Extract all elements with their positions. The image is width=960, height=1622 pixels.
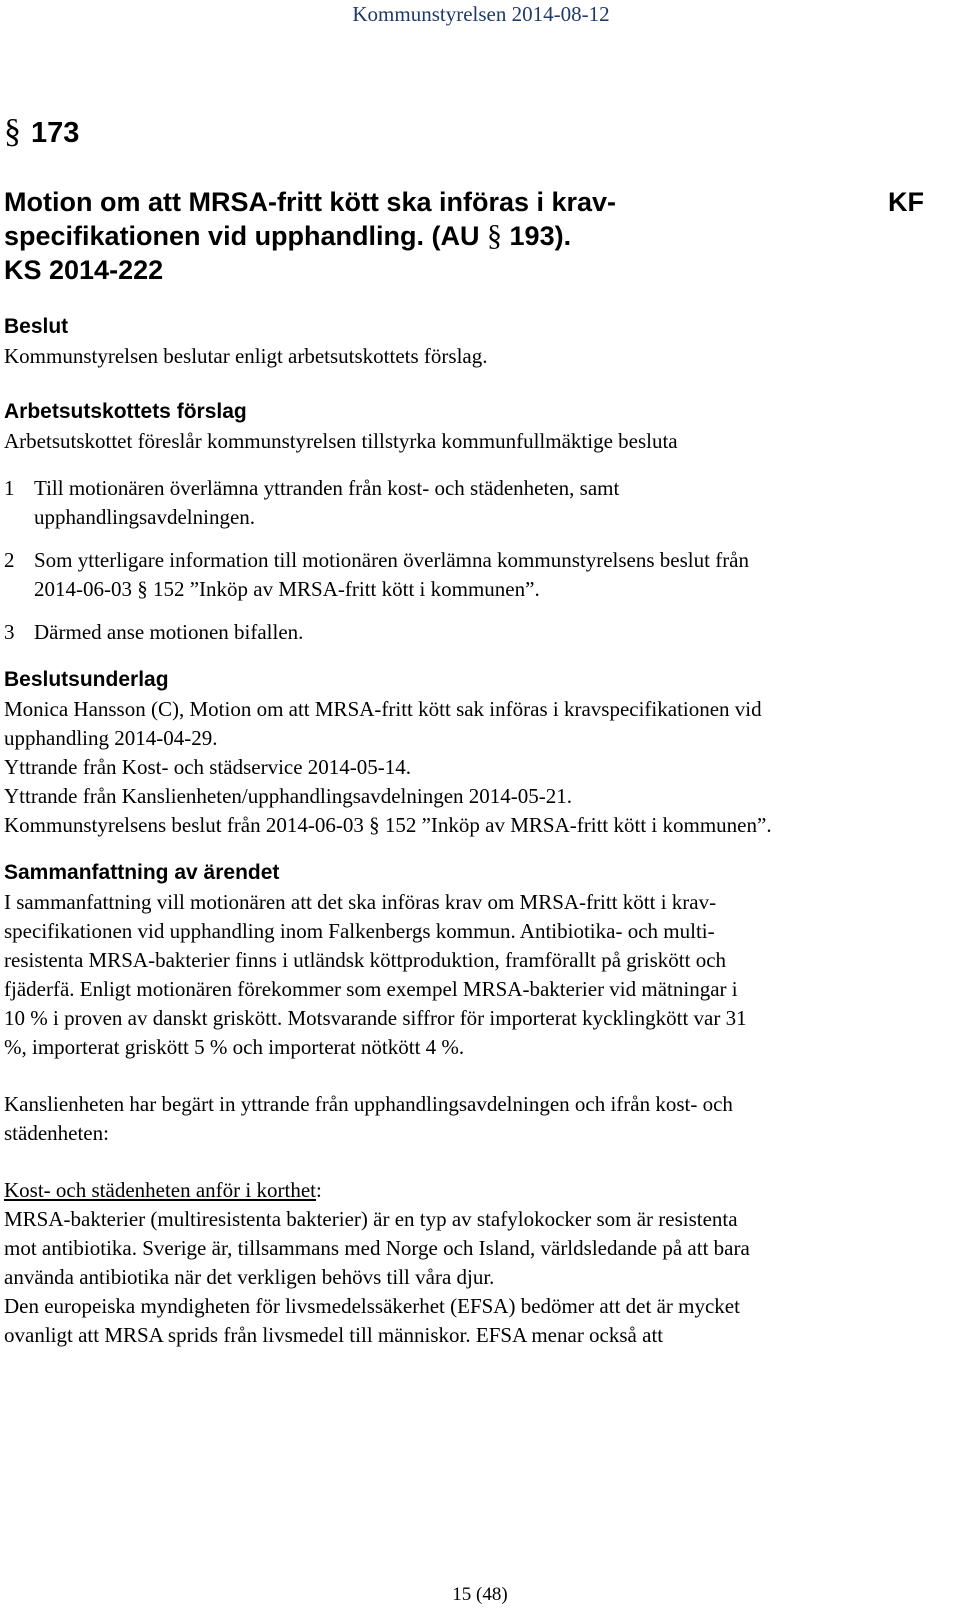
title-line-1: Motion om att MRSA-fritt kött ska införas i krav- <box>4 187 617 217</box>
underlag-line: Yttrande från Kanslienheten/upphandlingsavdelningen 2014-05-21. <box>4 784 573 808</box>
motion-title <box>4 185 704 287</box>
sammanfattning-paragraph-1: I sammanfattning vill motionären att det ska införas krav om MRSA-fritt kött i krav- specifikationen vid upphandling inom Falkenbergs kommun. Antibiotika- och multi- resistenta MRSA-bakterier finns i utländsk köttproduktion, framförallt på griskött och fjäderfä. Enligt motionären förekommer som exempel MRSA-bakterier vid mätningar i 10 % i proven av danskt griskött. Motsvarande siffror för importerat kycklingkött var 31 %, importerat griskött 5 % och importerat nötkött 4 %. <box>4 890 747 1059</box>
kf-tag: KF <box>888 187 924 217</box>
heading-sammanfattning: Sammanfattning av ärendet <box>4 861 280 884</box>
kost-subheading: Kost- och städenheten anför i korthet: <box>4 1178 322 1202</box>
forslag-item-1: 1 Till motionären överlämna yttranden från kost- och städenheten, samt upphandlingsavdelningen. <box>4 476 620 529</box>
section-underlag <box>4 665 934 840</box>
case-number: KS 2014-222 <box>4 255 164 285</box>
section-sign: § <box>4 113 21 150</box>
section-forslag <box>4 397 934 647</box>
document-body <box>4 312 934 1368</box>
underlag-line: Kommunstyrelsens beslut från 2014-06-03 § 152 ”Inköp av MRSA-fritt kött i kommunen”. <box>4 813 772 837</box>
heading-beslut: Beslut <box>4 315 69 338</box>
section-sammanfattning <box>4 858 934 1350</box>
section-beslut <box>4 312 934 371</box>
underlag-line: Monica Hansson (C), Motion om att MRSA-fritt kött sak införas i kravspecifikationen vid <box>4 697 762 721</box>
heading-underlag: Beslutsunderlag <box>4 668 169 691</box>
forslag-intro: Arbetsutskottet föreslår kommunstyrelsen tillstyrka kommunfullmäktige besluta <box>4 429 678 453</box>
title-line-2: specifikationen vid upphandling. (AU § 193). <box>4 219 572 252</box>
sammanfattning-paragraph-3: Kost- och städenheten anför i korthet: MRSA-bakterier (multiresistenta bakterier) är en typ av stafylokocker som är resistenta mot antibiotika. Sverige är, tillsammans med Norge och Island, världsledande på att bara använda antibiotika när det verkligen behövs till våra djur. Den europeiska myndigheten för livsmedelssäkerhet (EFSA) bedömer att det är mycket ovanligt att MRSA sprids från livsmedel till människor. EFSA menar också att <box>4 1176 934 1350</box>
forslag-item-3: 3 Därmed anse motionen bifallen. <box>4 620 304 644</box>
paragraph-number-value: 173 <box>31 117 80 149</box>
sammanfattning-paragraph-2: Kanslienheten har begärt in yttrande från upphandlingsavdelningen och ifrån kost- och städenheten: <box>4 1092 733 1145</box>
forslag-item-2: 2 Som ytterligare information till motionären överlämna kommunstyrelsens beslut från 2014-06-03 § 152 ”Inköp av MRSA-fritt kött i kommunen”. <box>4 548 750 601</box>
page-number: 15 (48) <box>452 1584 508 1605</box>
underlag-line: Yttrande från Kost- och städservice 2014-05-14. <box>4 755 412 779</box>
heading-forslag: Arbetsutskottets förslag <box>4 400 247 423</box>
running-header: Kommunstyrelsen 2014-08-12 <box>352 2 610 26</box>
paragraph-number <box>4 112 79 153</box>
beslut-text: Kommunstyrelsen beslutar enligt arbetsutskottets förslag. <box>4 344 488 368</box>
underlag-line: upphandling 2014-04-29. <box>4 726 218 750</box>
